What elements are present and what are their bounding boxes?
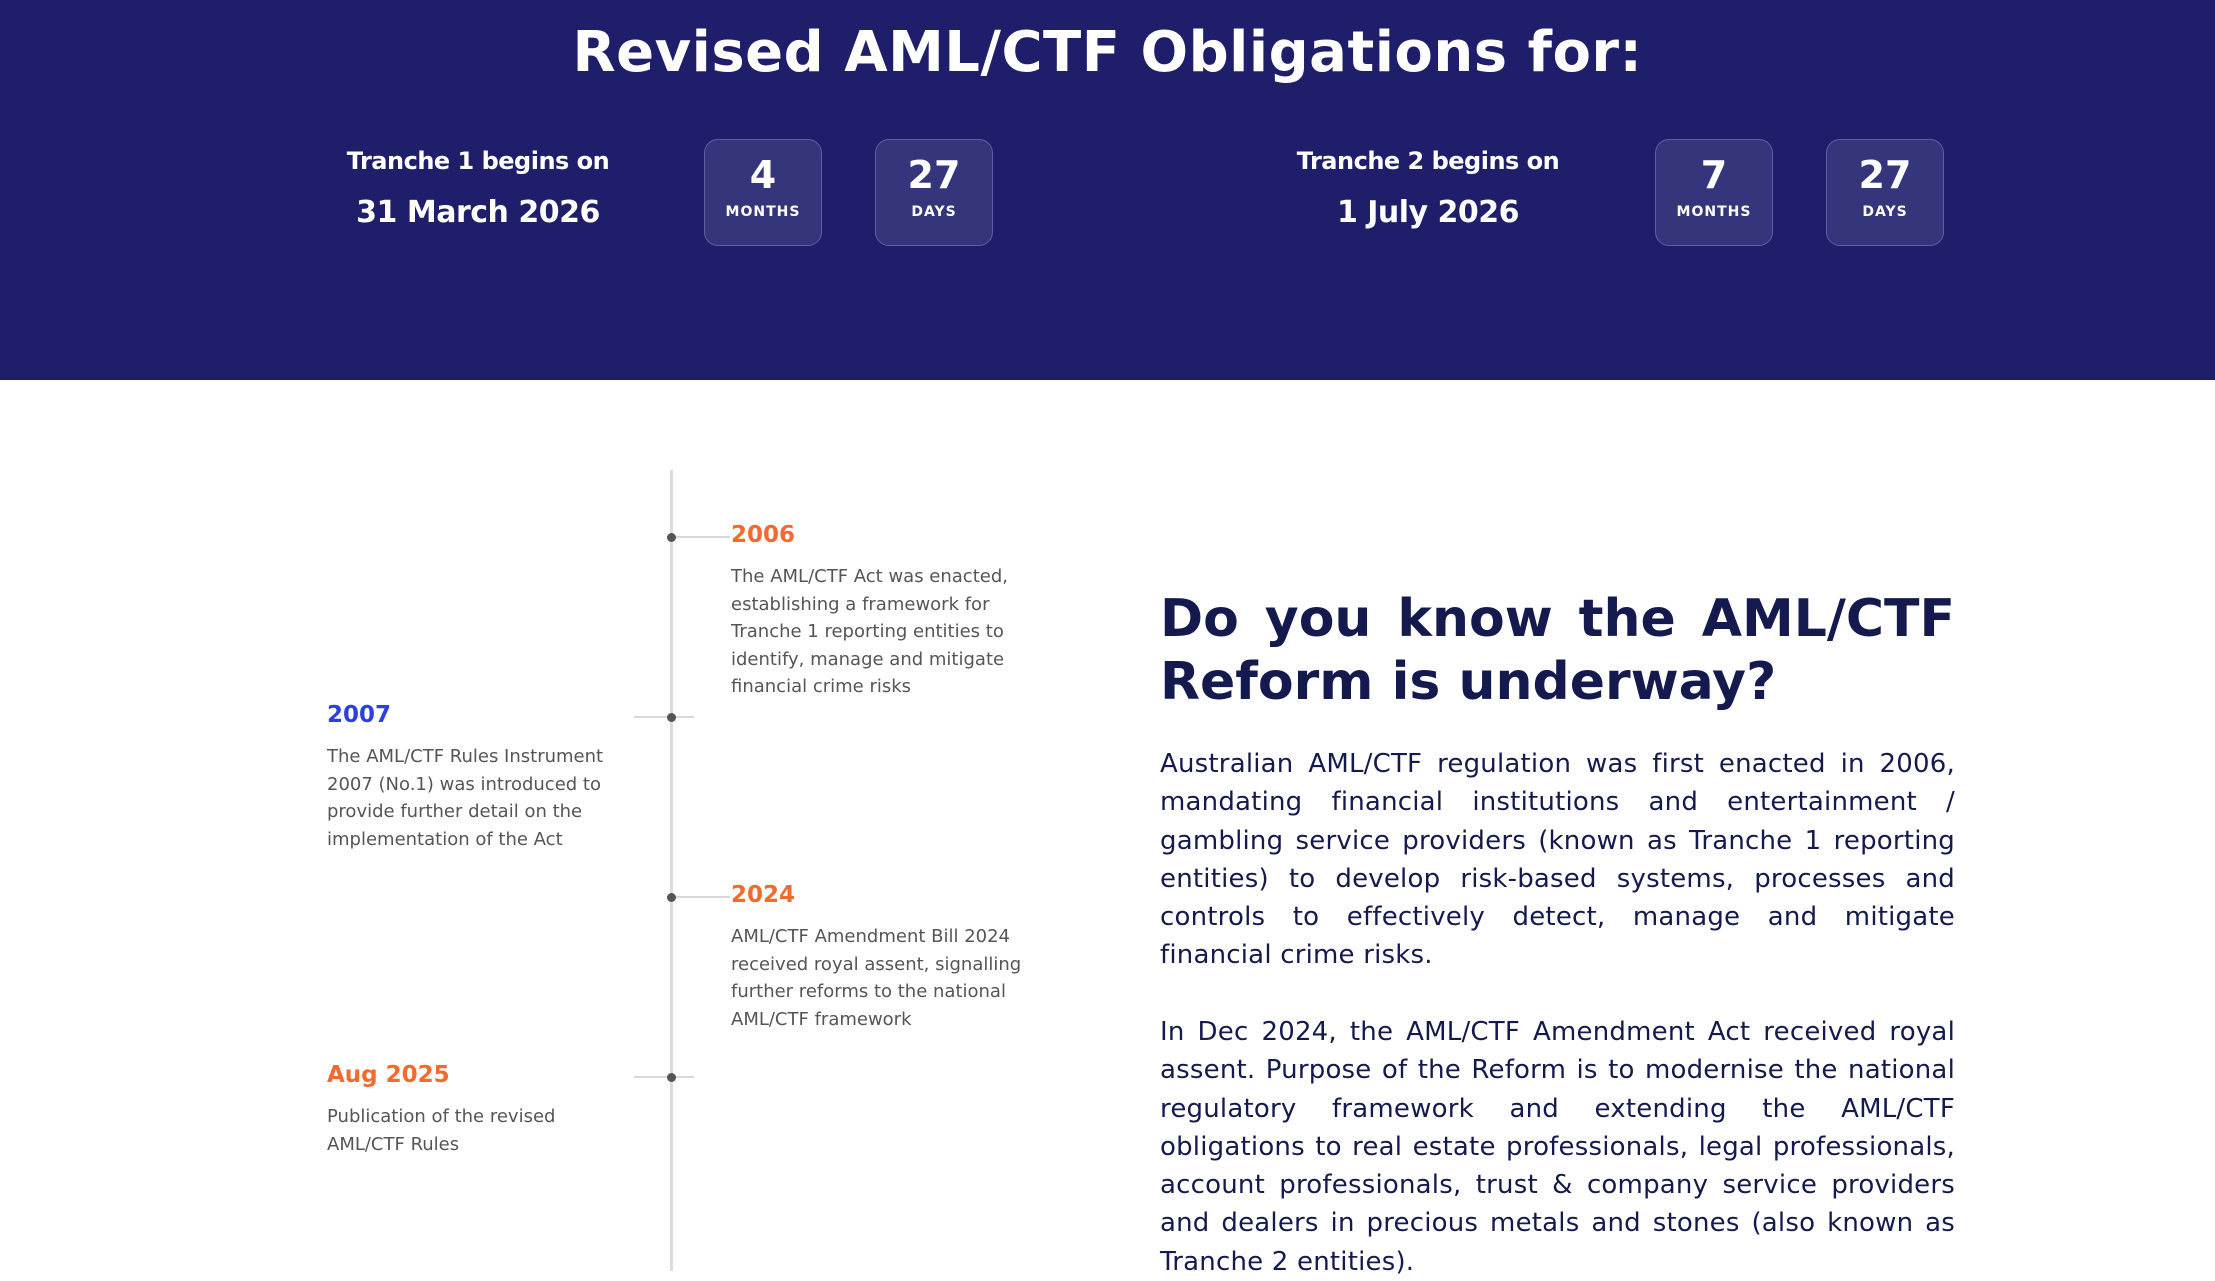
- tranche1-date: 31 March 2026: [356, 195, 600, 230]
- tranche2-months-counter: [1655, 139, 1773, 246]
- reform-paragraph-1: Australian AML/CTF regulation was first enacted in 2006, mandating financial institutions and entertainment / gambling service providers (known as Tranche 1 reporting entities) to develop risk-based systems, processes and controls to effectively detect, manage and mitigate financial crime risks.: [1160, 749, 1955, 971]
- timeline-year-aug-2025: Aug 2025: [327, 1062, 450, 1088]
- tranche1-months-counter: [704, 139, 822, 246]
- timeline-dot: [667, 713, 676, 722]
- timeline-connector: [672, 536, 730, 538]
- reform-heading-line2: Reform is underway?: [1160, 652, 1777, 712]
- tranche2-date: 1 July 2026: [1336, 195, 1520, 230]
- timeline-desc-2006: The AML/CTF Act was enacted, establishing a framework for Tranche 1 reporting entities to identify, manage and mitigate financial crime risks: [731, 566, 1008, 697]
- tranche2-label: Tranche 2 begins on: [1296, 147, 1560, 175]
- tranche2-days-counter: [1826, 139, 1944, 246]
- timeline-dot: [667, 533, 676, 542]
- timeline-year-2006: 2006: [731, 522, 796, 548]
- tranche2-info: [1268, 147, 1588, 230]
- reform-heading-line1: Do you know the AML/CTF: [1160, 589, 1955, 649]
- timeline-dot: [667, 1073, 676, 1082]
- timeline-connector: [634, 716, 694, 718]
- timeline-axis: [670, 470, 673, 1271]
- hero-title: Revised AML/CTF Obligations for:: [572, 20, 1643, 85]
- tranche1-days-counter: [875, 139, 993, 246]
- timeline-desc-2007: The AML/CTF Rules Instrument 2007 (No.1) was introduced to provide further detail on the implementation of the Act: [327, 746, 604, 850]
- reform-heading: [1160, 588, 1955, 714]
- tranche1-label: Tranche 1 begins on: [346, 147, 610, 175]
- tranche1-months-value: 4: [749, 153, 777, 197]
- timeline-desc-2024: AML/CTF Amendment Bill 2024 received royal assent, signalling further reforms to the national AML/CTF framework: [731, 926, 1022, 1030]
- reform-paragraph-2: In Dec 2024, the AML/CTF Amendment Act received royal assent. Purpose of the Reform is to modernise the national regulatory framework and extending the AML/CTF obligations to real estate professionals, legal professionals, account professionals, trust & company service providers and dealers in precious metals and stones (also known as Tranche 2 entities).: [1160, 1017, 1955, 1277]
- timeline-desc-aug-2025: Publication of the revised AML/CTF Rules: [327, 1106, 556, 1155]
- tranche1-days-value: 27: [907, 153, 961, 197]
- timeline-connector: [634, 1076, 694, 1078]
- tranche1-months-unit: MONTHS: [725, 204, 801, 220]
- tranche2-months-value: 7: [1700, 153, 1728, 197]
- timeline-year-2007: 2007: [327, 702, 392, 728]
- tranche2-months-unit: MONTHS: [1676, 204, 1752, 220]
- tranche1-info: [318, 147, 638, 230]
- timeline-dot: [667, 893, 676, 902]
- tranche2-days-value: 27: [1858, 153, 1912, 197]
- timeline-connector: [672, 896, 730, 898]
- tranche1-days-unit: DAYS: [911, 204, 957, 220]
- timeline-year-2024: 2024: [731, 882, 796, 908]
- countdown-hero: [0, 0, 2215, 380]
- tranche2-days-unit: DAYS: [1862, 204, 1908, 220]
